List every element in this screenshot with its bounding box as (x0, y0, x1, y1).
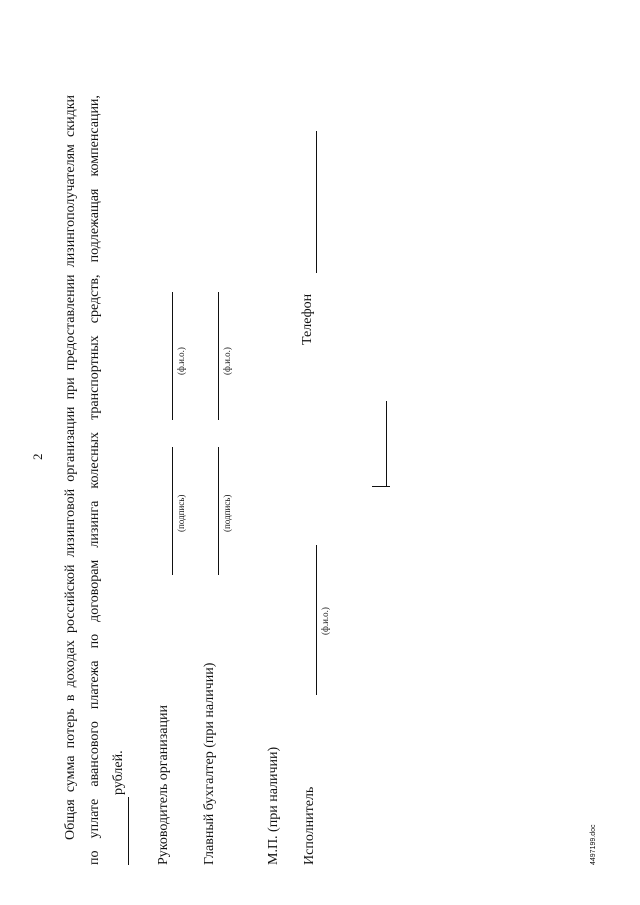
stamp-label: М.П. (при наличии) (266, 746, 281, 865)
paragraph-word: лизинговой (63, 488, 78, 558)
paragraph-word: подлежащая (87, 188, 102, 263)
paragraph-word: Общая (63, 799, 78, 840)
paragraph-line-3-suffix: рублей. (111, 750, 126, 795)
head-signature-line (172, 447, 173, 575)
accountant-name-line (218, 292, 219, 420)
paragraph-word: в (63, 694, 78, 702)
accountant-signature-caption: (подпись) (222, 494, 232, 532)
head-name-caption: (ф.и.о.) (176, 347, 186, 375)
head-name-line (172, 292, 173, 420)
phone-line (316, 131, 317, 273)
paragraph-word: колесных (87, 432, 102, 489)
paragraph-word: лизинга (87, 500, 102, 548)
stray-mark (372, 486, 390, 487)
paragraph-word: скидки (63, 95, 78, 137)
accountant-label: Главный бухгалтер (при наличии) (202, 662, 217, 865)
paragraph-word: транспортных (87, 335, 102, 420)
paragraph-word: авансового (87, 721, 102, 787)
blank-line (386, 401, 387, 487)
accountant-signature-line (218, 447, 219, 575)
accountant-name-caption: (ф.и.о.) (222, 347, 232, 375)
paragraph-word: лизингополучателям (63, 144, 78, 268)
paragraph-word: по (87, 633, 102, 649)
paragraph-word: уплате (87, 798, 102, 839)
executor-label: Исполнитель (302, 786, 317, 865)
footer-file-code: 4497199.doc (590, 824, 597, 865)
paragraph-word: платежа (87, 660, 102, 710)
paragraph-word: средств, (87, 274, 102, 324)
paragraph-word: организации (63, 406, 78, 482)
paragraph-word: по (87, 850, 102, 865)
phone-label: Телефон (300, 293, 315, 345)
paragraph-word: при (63, 377, 78, 400)
page-number: 2 (30, 453, 45, 460)
executor-name-line (316, 545, 317, 695)
paragraph-word: договорам (87, 559, 102, 622)
head-label: Руководитель организации (156, 705, 171, 865)
paragraph-line-1 (60, 95, 81, 840)
head-signature-caption: (подпись) (176, 494, 186, 532)
executor-name-caption: (ф.и.о.) (320, 607, 330, 635)
paragraph-word: компенсации, (87, 95, 102, 177)
paragraph-word: доходах (63, 640, 78, 688)
amount-blank-line (128, 797, 129, 865)
paragraph-word: потерь (63, 708, 78, 749)
paragraph-word: сумма (63, 755, 78, 793)
paragraph-word: предоставлении (63, 274, 78, 371)
paragraph-word: российской (63, 564, 78, 634)
paragraph-line-2 (84, 95, 105, 865)
